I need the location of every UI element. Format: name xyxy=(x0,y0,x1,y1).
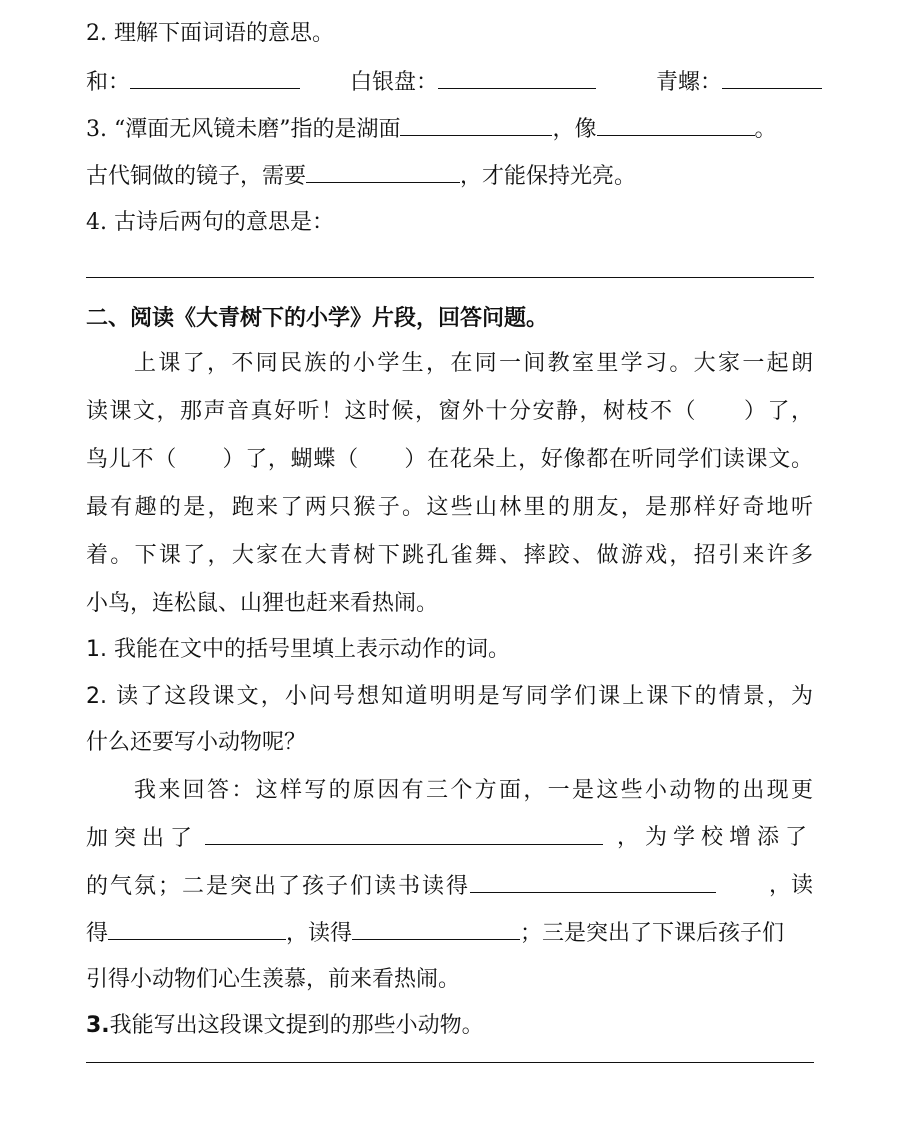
mirror-text: 古代铜做的镜子，需要 xyxy=(86,164,307,189)
passage-line-2 xyxy=(86,392,813,432)
question-number: 3. xyxy=(86,1013,110,1038)
answer-line-question-4[interactable] xyxy=(86,277,814,278)
question-2-understand-words xyxy=(86,14,813,54)
section-2-title: 二、阅读《大青树下的小学》片段，回答问题。 xyxy=(86,305,549,331)
passage-text: 着。下课了，大家在大青树下跳孔雀舞、摔跤、做游戏，招引来许多 xyxy=(86,543,813,568)
answer-para-line-2 xyxy=(86,818,813,858)
passage-text: 鸟儿不（ ）了，蝴蝶（ ）在花朵上，好像都在听同学们读课文。 xyxy=(86,447,813,472)
answer-text: ；三是突出了下课后孩子们 xyxy=(520,921,785,946)
answer-line-animals[interactable] xyxy=(86,1062,814,1063)
question-number: 1. xyxy=(86,637,107,662)
question-3-line-2 xyxy=(86,156,813,196)
question-number: 2. xyxy=(86,684,107,709)
answer-text: 引得小动物们心生羡慕，前来看热闹。 xyxy=(86,967,461,992)
mirror-text-end: ，才能保持光亮。 xyxy=(460,164,637,189)
question-2-text: 2. 理解下面词语的意思。 xyxy=(86,21,334,46)
passage-text: 最有趣的是，跑来了两只猴子。这些山林里的朋友，是那样好奇地听 xyxy=(86,495,813,520)
question-4-text: 4. 古诗后两句的意思是： xyxy=(86,210,334,235)
answer-blank-he[interactable] xyxy=(130,62,300,89)
answer-para-line-4 xyxy=(86,913,813,953)
answer-blank-baiyinpan[interactable] xyxy=(438,62,596,89)
answer-text: ，读 xyxy=(768,873,813,898)
passage-text: 小鸟，连松鼠、山狸也赶来看热闹。 xyxy=(86,591,439,616)
question-text: 我能在文中的括号里填上表示动作的词。 xyxy=(114,637,511,662)
passage-line-5 xyxy=(86,536,813,576)
answer-blank-read-2[interactable] xyxy=(108,913,286,940)
part2-question-3 xyxy=(86,1006,813,1046)
passage-text: 读课文，那声音真好听！这时候，窗外十分安静，树枝不（ ）了， xyxy=(86,399,813,424)
passage-line-3 xyxy=(86,440,813,480)
word-meaning-row xyxy=(86,62,813,102)
answer-text: 我来回答：这样写的原因有三个方面，一是这些小动物的出现更 xyxy=(134,778,813,803)
passage-line-6 xyxy=(86,584,813,624)
answer-blank-like[interactable] xyxy=(597,109,755,136)
passage-text: 上课了，不同民族的小学生，在同一间教室里学习。大家一起朗 xyxy=(134,351,813,376)
question-3-end-mark: 。 xyxy=(754,117,777,142)
section-2-heading xyxy=(86,298,813,338)
question-text: 读了这段课文，小问号想知道明明是写同学们课上课下的情景，为 xyxy=(116,684,813,709)
word-qingluo-label: 青螺： xyxy=(656,70,723,95)
passage-line-4 xyxy=(86,488,813,528)
answer-text: 加突出了 xyxy=(86,826,199,851)
part2-question-1 xyxy=(86,630,813,670)
answer-text: ，读得 xyxy=(286,921,353,946)
answer-text: ，为学校增添了 xyxy=(616,825,813,850)
answer-blank-qingluo[interactable] xyxy=(722,62,822,89)
part2-question-2-line-2 xyxy=(86,723,813,763)
question-3-line-1 xyxy=(86,109,813,149)
answer-blank-mirror[interactable] xyxy=(306,156,460,183)
answer-blank-read-3[interactable] xyxy=(352,913,520,940)
word-he-label: 和： xyxy=(86,70,131,95)
answer-blank-lake[interactable] xyxy=(400,109,552,136)
question-3-like-text: ，像 xyxy=(552,117,597,142)
answer-text: 的气氛；二是突出了孩子们读书读得 xyxy=(86,874,471,899)
question-3-text: 3. “潭面无风镜未磨”指的是湖面 xyxy=(86,117,401,142)
answer-para-line-3 xyxy=(86,866,813,906)
word-baiyinpan-label: 白银盘： xyxy=(350,70,439,95)
answer-para-line-5 xyxy=(86,960,813,1000)
question-4 xyxy=(86,203,813,243)
part2-question-2-line-1 xyxy=(86,677,813,717)
answer-text: 得 xyxy=(86,921,109,946)
answer-para-line-1 xyxy=(86,771,813,811)
passage-line-1 xyxy=(86,344,813,384)
answer-blank-stand-out[interactable] xyxy=(205,818,603,845)
question-text: 什么还要写小动物呢？ xyxy=(86,730,307,755)
question-text: 我能写出这段课文提到的那些小动物。 xyxy=(109,1013,484,1038)
answer-blank-read-1[interactable] xyxy=(470,866,716,893)
